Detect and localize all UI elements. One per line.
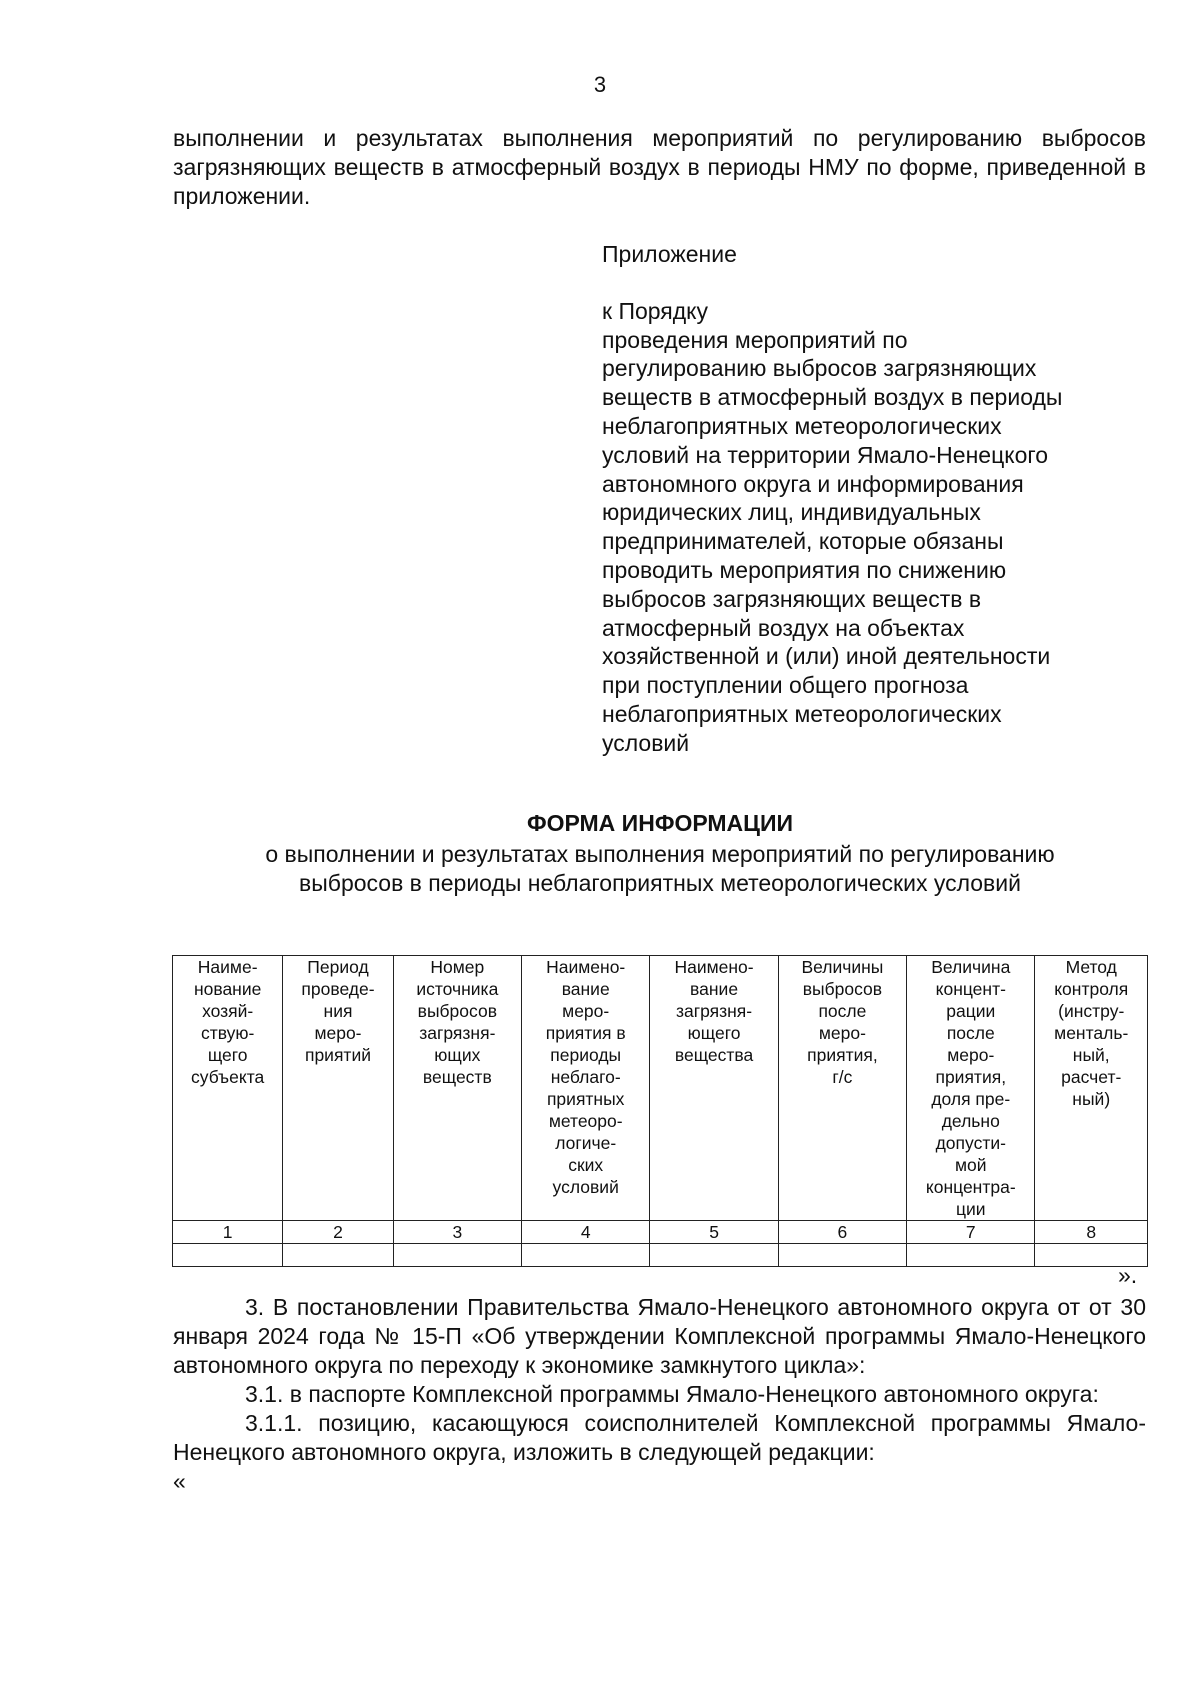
header-cell-period: Период проведе- ния меро- приятий [283,956,393,1221]
header-cell-substance-name: Наимено- вание загрязня- ющего вещества [650,956,778,1221]
annex-block [602,240,1162,758]
empty-cell [173,1244,283,1267]
body-text [173,1293,1146,1496]
column-number: 7 [907,1221,1035,1244]
paragraph-3: 3. В постановлении Правительства Ямало-Ненецкого автономного округа от от 30 января 2024 года № 15-П «Об утверждении Комплексной программы Ямало-Ненецкого автономного округа по переходу к экономике замкнутого цикла»: [173,1294,1146,1378]
closing-quote: ». [1118,1262,1138,1288]
empty-cell [283,1244,393,1267]
table-empty-row [173,1244,1148,1267]
column-number: 3 [393,1221,521,1244]
opening-quote: « [173,1468,186,1494]
annex-to: к Порядку [602,297,709,324]
header-cell-control-method: Метод контроля (инстру- менталь- ный, расчет- ный) [1035,956,1148,1221]
header-cell-concentration: Величина концент- рации после меро- приятия, доля пре- дельно допусти- мой концентра- ции [907,956,1035,1221]
empty-cell [907,1244,1035,1267]
column-number: 1 [173,1221,283,1244]
annex-label: Приложение [602,241,737,267]
form-subtitle: о выполнении и результатах выполнения мероприятий по регулированию выбросов в периоды неблагоприятных метеорологических условий [265,841,1055,896]
table-number-row [173,1221,1148,1244]
annex-description: проведения мероприятий по регулированию выбросов загрязняющих веществ в атмосферный воздух в периоды неблагоприятных метеорологических условий на территории Ямало-Ненецкого автономного округа и информирования юридических лиц, индивидуальных предпринимателей, которые обязаны проводить мероприятия по снижению выбросов загрязняющих веществ в атмосферный воздух на объектах хозяйственной и (или) иной деятельности при поступлении общего прогноза неблагоприятных метеорологических условий [602,326,1063,756]
column-number: 8 [1035,1221,1148,1244]
column-number: 5 [650,1221,778,1244]
empty-cell [522,1244,650,1267]
info-form-table [172,955,1148,1267]
column-number: 6 [778,1221,906,1244]
empty-cell [393,1244,521,1267]
header-cell-emission-values: Величины выбросов после меро- приятия, г/с [778,956,906,1221]
form-title: ФОРМА ИНФОРМАЦИИ [526,810,794,836]
paragraph-3-1: 3.1. в паспорте Комплексной программы Ямало-Ненецкого автономного округа: [245,1381,1099,1407]
table-header-row [173,956,1148,1221]
intro-paragraph [173,124,1146,211]
header-cell-subject: Наиме- нование хозяй- ствую- щего субъекта [173,956,283,1221]
header-cell-source-number: Номер источника выбросов загрязня- ющих веществ [393,956,521,1221]
paragraph-3-1-1: 3.1.1. позицию, касающуюся соисполнителей Комплексной программы Ямало-Ненецкого автономного округа, изложить в следующей редакции: [173,1410,1146,1465]
intro-text: выполнении и результатах выполнения мероприятий по регулированию выбросов загрязняющих веществ в атмосферный воздух в периоды НМУ по форме, приведенной в приложении. [173,125,1146,209]
empty-cell [778,1244,906,1267]
header-cell-measure-name: Наимено- вание меро- приятия в периоды неблаго- приятных метеоро- логиче- ских условий [522,956,650,1221]
empty-cell [650,1244,778,1267]
column-number: 2 [283,1221,393,1244]
page-number: 3 [593,72,607,97]
column-number: 4 [522,1221,650,1244]
